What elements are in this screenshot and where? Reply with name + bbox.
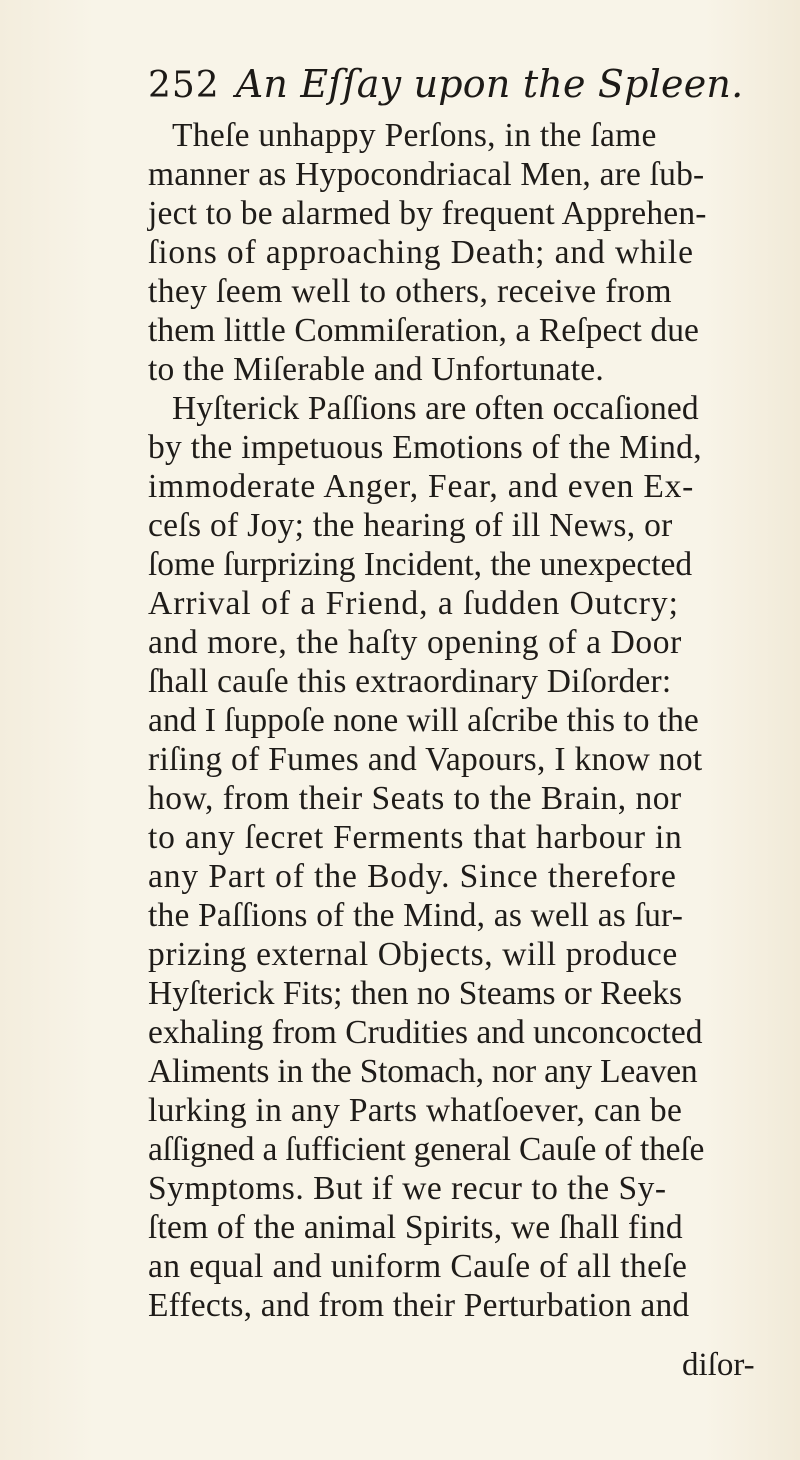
text-line: Symptoms. But if we recur to the Sy- — [148, 1170, 667, 1207]
text-line: the Paſſions of the Mind, as well as ſur- — [148, 897, 684, 934]
text-line: by the impetuous Emotions of the Mind, — [148, 429, 702, 466]
text-line: Hyſterick Fits; then no Steams or Reeks — [148, 975, 683, 1012]
text-line: ject to be alarmed by frequent Apprehen- — [148, 195, 707, 232]
text-line: any Part of the Body. Since therefore — [148, 858, 677, 895]
text-line: lurking in any Parts whatſoever, can be — [148, 1092, 683, 1129]
catchword: diſor- — [682, 1347, 755, 1383]
text-line: prizing external Objects, will produce — [148, 936, 678, 973]
text-line: aſſigned a ſufficient general Cauſe of theſe — [148, 1131, 705, 1168]
page-number: 252 — [148, 65, 220, 106]
running-head: An Eſſay upon the Spleen. — [235, 62, 744, 106]
text-line: they ſeem well to others, receive from — [148, 273, 673, 310]
text-line: ſome ſurprizing Incident, the unexpected — [148, 546, 693, 583]
text-line: Effects, and from their Perturbation and — [148, 1287, 690, 1324]
text-line: ſtem of the animal Spirits, we ſhall find — [148, 1209, 683, 1246]
text-line: ſions of approaching Death; and while — [148, 234, 694, 271]
text-line: Aliments in the Stomach, nor any Leaven — [148, 1053, 698, 1090]
text-line: to the Miſerable and Unfortunate. — [148, 351, 604, 388]
text-line: ceſs of Joy; the hearing of ill News, or — [148, 507, 673, 544]
text-line: Arrival of a Friend, a ſudden Outcry; — [148, 585, 679, 622]
text-line: to any ſecret Ferments that harbour in — [148, 819, 683, 856]
text-line: them little Commiſeration, a Reſpect due — [148, 312, 700, 349]
text-line: an equal and uniform Cauſe of all theſe — [148, 1248, 688, 1285]
text-line: how, from their Seats to the Brain, nor — [148, 780, 682, 817]
text-line: exhaling from Crudities and unconcocted — [148, 1014, 703, 1051]
text-line: manner as Hypocondriacal Men, are ſub- — [148, 156, 705, 193]
text-line: and more, the haſty opening of a Door — [148, 624, 682, 661]
text-line: immoderate Anger, Fear, and even Ex- — [148, 468, 695, 505]
text-line: riſing of Fumes and Vapours, I know not — [148, 741, 703, 778]
text-line: Theſe unhappy Perſons, in the ſame — [172, 117, 657, 154]
text-line: ſhall cauſe this extraordinary Diſorder: — [148, 663, 672, 700]
text-line: and I ſuppoſe none will aſcribe this to the — [148, 702, 699, 739]
text-line: Hyſterick Paſſions are often occaſioned — [172, 390, 699, 427]
